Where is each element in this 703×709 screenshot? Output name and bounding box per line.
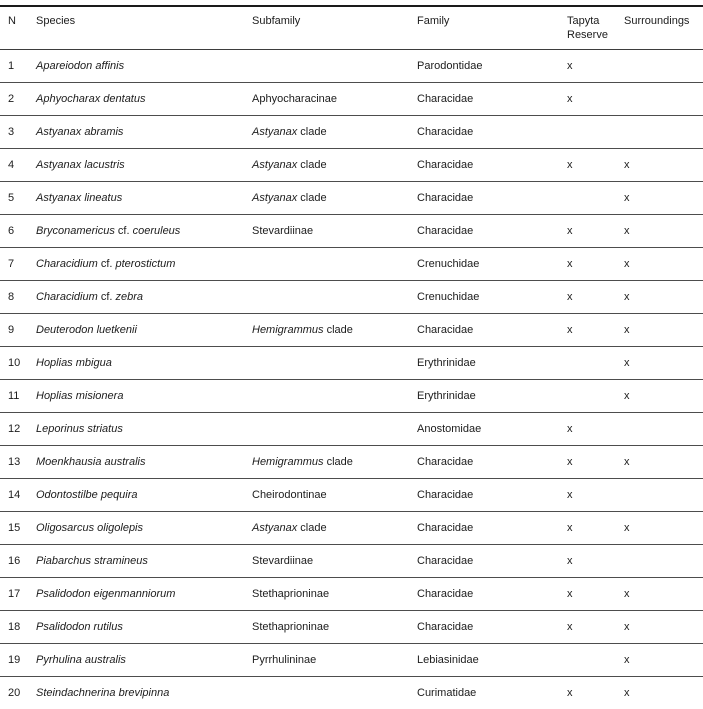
subfamily-value: Pyrrhulininae: [250, 643, 415, 676]
row-number: 15: [0, 511, 34, 544]
row-number: 8: [0, 280, 34, 313]
species-name: Deuterodon luetkenii: [34, 313, 250, 346]
surroundings-mark: [622, 412, 703, 445]
table-row: [0, 247, 703, 280]
row-number: 14: [0, 478, 34, 511]
tapyta-mark: x: [565, 445, 622, 478]
tapyta-mark: x: [565, 577, 622, 610]
table-row: [0, 313, 703, 346]
family-value: Characidae: [415, 445, 565, 478]
header-row: [0, 6, 703, 49]
tapyta-mark: x: [565, 544, 622, 577]
family-value: Erythrinidae: [415, 379, 565, 412]
species-name: Leporinus striatus: [34, 412, 250, 445]
surroundings-mark: x: [622, 313, 703, 346]
row-number: 1: [0, 49, 34, 82]
subfamily-value: [250, 49, 415, 82]
surroundings-mark: [622, 82, 703, 115]
table-row: [0, 280, 703, 313]
table-row: [0, 577, 703, 610]
surroundings-mark: x: [622, 148, 703, 181]
row-number: 19: [0, 643, 34, 676]
tapyta-mark: x: [565, 610, 622, 643]
row-number: 3: [0, 115, 34, 148]
row-number: 18: [0, 610, 34, 643]
tapyta-mark: x: [565, 247, 622, 280]
family-value: Anostomidae: [415, 412, 565, 445]
species-name: Pyrhulina australis: [34, 643, 250, 676]
species-name: Oligosarcus oligolepis: [34, 511, 250, 544]
surroundings-mark: x: [622, 247, 703, 280]
table-row: [0, 379, 703, 412]
tapyta-mark: x: [565, 313, 622, 346]
row-number: 20: [0, 676, 34, 709]
family-value: Crenuchidae: [415, 247, 565, 280]
tapyta-mark: [565, 181, 622, 214]
table-row: [0, 544, 703, 577]
row-number: 2: [0, 82, 34, 115]
tapyta-mark: x: [565, 511, 622, 544]
row-number: 12: [0, 412, 34, 445]
subfamily-value: Stethaprioninae: [250, 610, 415, 643]
surroundings-mark: x: [622, 511, 703, 544]
surroundings-mark: x: [622, 577, 703, 610]
subfamily-value: Aphyocharacinae: [250, 82, 415, 115]
species-name: Odontostilbe pequira: [34, 478, 250, 511]
subfamily-value: Stevardiinae: [250, 214, 415, 247]
subfamily-value: Astyanax clade: [250, 148, 415, 181]
species-name: Aphyocharax dentatus: [34, 82, 250, 115]
surroundings-mark: [622, 478, 703, 511]
species-name: Piabarchus stramineus: [34, 544, 250, 577]
surroundings-mark: x: [622, 280, 703, 313]
family-value: Characidae: [415, 610, 565, 643]
family-value: Characidae: [415, 115, 565, 148]
species-name: Psalidodon rutilus: [34, 610, 250, 643]
subfamily-value: Hemigrammus clade: [250, 445, 415, 478]
tapyta-mark: [565, 346, 622, 379]
tapyta-mark: x: [565, 676, 622, 709]
row-number: 10: [0, 346, 34, 379]
family-value: Characidae: [415, 511, 565, 544]
tapyta-mark: [565, 115, 622, 148]
table-row: [0, 115, 703, 148]
family-value: Crenuchidae: [415, 280, 565, 313]
species-name: Apareiodon affinis: [34, 49, 250, 82]
table-row: [0, 82, 703, 115]
surroundings-mark: x: [622, 643, 703, 676]
table-row: [0, 610, 703, 643]
subfamily-value: Stethaprioninae: [250, 577, 415, 610]
subfamily-value: [250, 346, 415, 379]
family-value: Characidae: [415, 214, 565, 247]
family-value: Characidae: [415, 181, 565, 214]
row-number: 16: [0, 544, 34, 577]
surroundings-mark: x: [622, 181, 703, 214]
species-name: Moenkhausia australis: [34, 445, 250, 478]
surroundings-mark: [622, 115, 703, 148]
family-value: Characidae: [415, 577, 565, 610]
species-name: Astyanax lacustris: [34, 148, 250, 181]
col-header-species: Species: [34, 6, 250, 49]
col-header-tapyta-reserve: Tapyta Reserve: [565, 6, 622, 49]
subfamily-value: [250, 247, 415, 280]
family-value: Parodontidae: [415, 49, 565, 82]
surroundings-mark: [622, 49, 703, 82]
species-name: Characidium cf. zebra: [34, 280, 250, 313]
surroundings-mark: x: [622, 610, 703, 643]
subfamily-value: [250, 676, 415, 709]
species-name: Psalidodon eigenmanniorum: [34, 577, 250, 610]
tapyta-mark: x: [565, 478, 622, 511]
row-number: 7: [0, 247, 34, 280]
tapyta-mark: x: [565, 49, 622, 82]
col-header-surroundings: Surroundings: [622, 6, 703, 49]
row-number: 5: [0, 181, 34, 214]
species-table: [0, 5, 703, 709]
tapyta-mark: x: [565, 148, 622, 181]
surroundings-mark: [622, 544, 703, 577]
family-value: Erythrinidae: [415, 346, 565, 379]
table-row: [0, 346, 703, 379]
table-row: [0, 49, 703, 82]
table-row: [0, 412, 703, 445]
subfamily-value: Astyanax clade: [250, 181, 415, 214]
subfamily-value: Cheirodontinae: [250, 478, 415, 511]
species-name: Steindachnerina brevipinna: [34, 676, 250, 709]
subfamily-value: Hemigrammus clade: [250, 313, 415, 346]
species-name: Astyanax abramis: [34, 115, 250, 148]
tapyta-mark: x: [565, 280, 622, 313]
family-value: Characidae: [415, 148, 565, 181]
row-number: 17: [0, 577, 34, 610]
family-value: Characidae: [415, 82, 565, 115]
subfamily-value: [250, 412, 415, 445]
table-row: [0, 478, 703, 511]
table-row: [0, 643, 703, 676]
table-body: [0, 49, 703, 709]
subfamily-value: Astyanax clade: [250, 511, 415, 544]
surroundings-mark: x: [622, 346, 703, 379]
table-row: [0, 445, 703, 478]
surroundings-mark: x: [622, 379, 703, 412]
tapyta-mark: x: [565, 412, 622, 445]
table-row: [0, 511, 703, 544]
row-number: 11: [0, 379, 34, 412]
row-number: 4: [0, 148, 34, 181]
subfamily-value: Astyanax clade: [250, 115, 415, 148]
species-name: Bryconamericus cf. coeruleus: [34, 214, 250, 247]
subfamily-value: Stevardiinae: [250, 544, 415, 577]
row-number: 9: [0, 313, 34, 346]
table-row: [0, 214, 703, 247]
row-number: 6: [0, 214, 34, 247]
tapyta-mark: [565, 379, 622, 412]
table-row: [0, 148, 703, 181]
tapyta-mark: [565, 643, 622, 676]
surroundings-mark: x: [622, 445, 703, 478]
col-header-family: Family: [415, 6, 565, 49]
row-number: 13: [0, 445, 34, 478]
surroundings-mark: x: [622, 676, 703, 709]
table-row: [0, 181, 703, 214]
family-value: Lebiasinidae: [415, 643, 565, 676]
subfamily-value: [250, 379, 415, 412]
table-row: [0, 676, 703, 709]
tapyta-mark: x: [565, 82, 622, 115]
family-value: Curimatidae: [415, 676, 565, 709]
species-name: Hoplias misionera: [34, 379, 250, 412]
col-header-subfamily: Subfamily: [250, 6, 415, 49]
subfamily-value: [250, 280, 415, 313]
family-value: Characidae: [415, 544, 565, 577]
species-name: Astyanax lineatus: [34, 181, 250, 214]
family-value: Characidae: [415, 313, 565, 346]
tapyta-mark: x: [565, 214, 622, 247]
species-name: Characidium cf. pterostictum: [34, 247, 250, 280]
family-value: Characidae: [415, 478, 565, 511]
species-name: Hoplias mbigua: [34, 346, 250, 379]
surroundings-mark: x: [622, 214, 703, 247]
col-header-n: N: [0, 6, 34, 49]
